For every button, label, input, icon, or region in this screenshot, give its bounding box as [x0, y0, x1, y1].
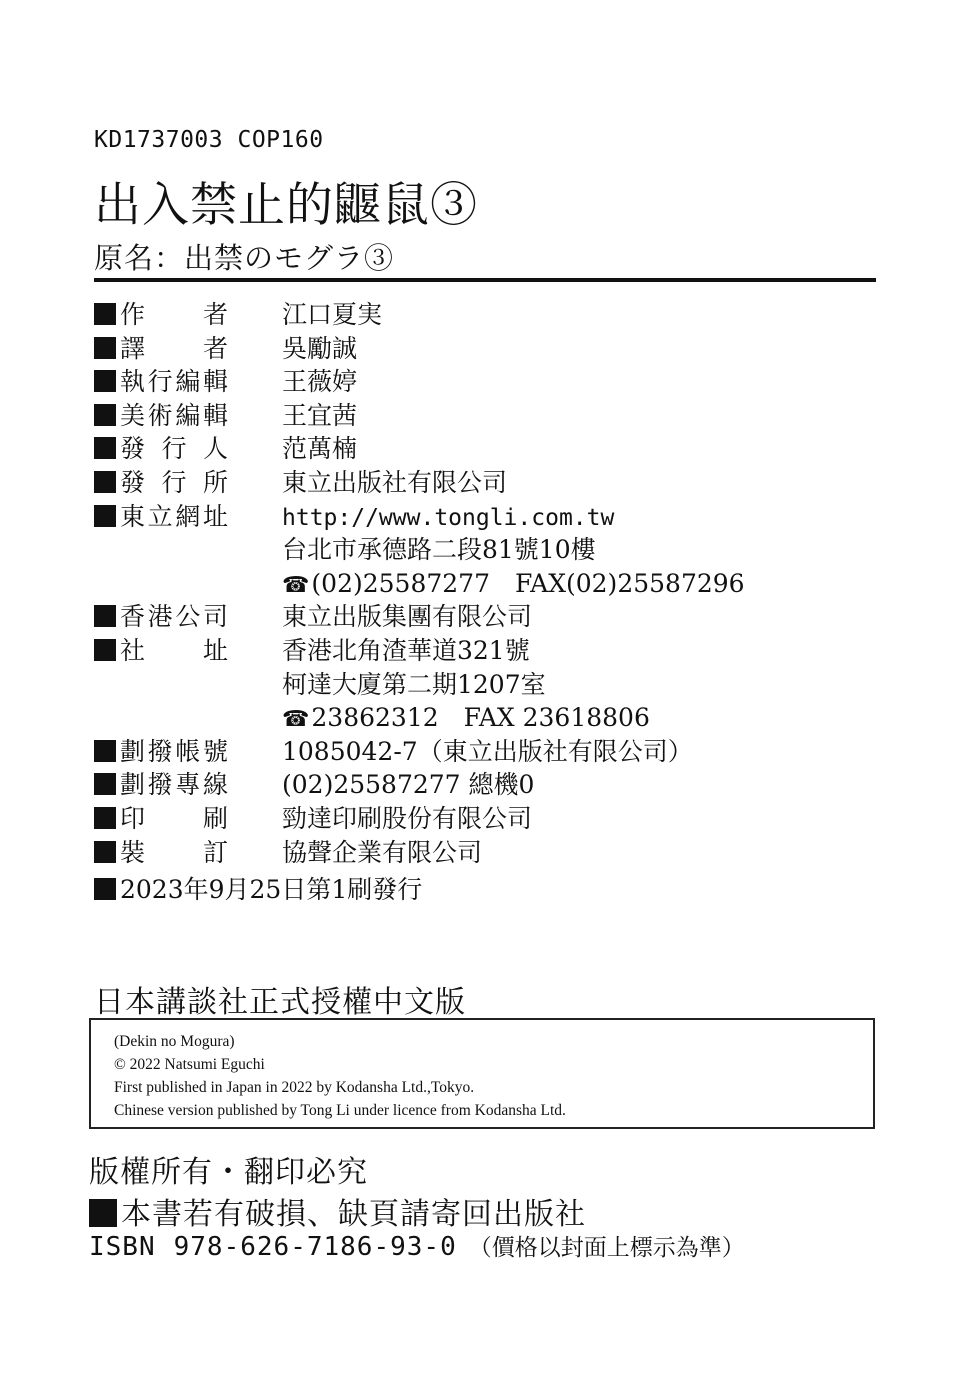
credit-label: 劃撥專線 [120, 770, 228, 800]
product-code: KD1737003 COP160 [94, 127, 324, 153]
credit-label: 美術編輯 [120, 400, 228, 430]
credit-value: 東立出版集團有限公司 [282, 602, 533, 632]
credit-value: 東立出版社有限公司 [282, 468, 508, 497]
credit-label-cell [94, 332, 228, 366]
copyright-line-1: (Dekin no Mogura) [114, 1033, 235, 1050]
credit-value-cell [282, 668, 546, 702]
damage-notice-line [89, 1189, 586, 1233]
credit-value-cell [282, 600, 532, 634]
square-bullet-icon [94, 370, 116, 392]
credit-label-cell [94, 836, 228, 870]
credit-value: (02)25587277 總機0 [282, 770, 535, 800]
credit-label: 香港公司 [120, 602, 228, 632]
credit-value-cell [282, 735, 693, 769]
square-bullet-icon [94, 605, 116, 627]
credit-value: 勁達印刷股份有限公司 [282, 804, 533, 833]
square-bullet-icon [94, 337, 116, 359]
square-bullet-icon [94, 437, 116, 459]
square-bullet-icon [94, 807, 116, 829]
credit-value-cell [282, 836, 482, 870]
credit-label-cell [94, 432, 228, 466]
credit-value-cell [282, 332, 357, 366]
credit-label: 劃撥帳號 [120, 736, 228, 766]
credit-value-cell [282, 533, 596, 567]
authorization-notice: 日本講談社正式授權中文版 [94, 985, 466, 1020]
credit-label: 社址 [120, 636, 228, 665]
credit-label: 發行所 [120, 468, 228, 497]
credit-label-cell [94, 735, 228, 769]
credit-label: 執行編輯 [120, 367, 228, 397]
square-bullet-icon [94, 773, 116, 795]
square-bullet-icon [94, 471, 116, 493]
credit-label: 譯者 [120, 333, 228, 363]
credit-label-cell [94, 634, 228, 668]
print-date-line [94, 870, 422, 906]
isbn-label: ISBN [89, 1232, 156, 1262]
rights-reserved: 版權所有・翻印必究 [89, 1155, 368, 1190]
credit-label-cell [94, 768, 228, 802]
credit-label: 印刷 [120, 804, 228, 833]
credit-value-cell [282, 399, 357, 433]
copyright-box [89, 1018, 875, 1129]
credit-label: 裝訂 [120, 837, 228, 867]
credit-value: 協聲企業有限公司 [282, 837, 483, 867]
square-bullet-icon [94, 505, 116, 527]
original-title: 原名：出禁のモグラ③ [94, 241, 395, 275]
credit-value-cell [282, 500, 614, 535]
square-bullet-icon [89, 1199, 117, 1227]
credit-value-cell [282, 298, 382, 332]
credit-value: 范萬楠 [282, 434, 358, 464]
credit-value-cell [282, 365, 357, 399]
credit-label: 東立網址 [120, 501, 228, 531]
square-bullet-icon [94, 841, 116, 863]
credit-label-cell [94, 802, 228, 836]
credit-value: 吳勵誠 [282, 333, 358, 363]
credit-value: 江口夏実 [282, 300, 383, 329]
square-bullet-icon [94, 878, 116, 900]
credit-value: http://www.tongli.com.tw [282, 504, 615, 531]
credit-label-cell [94, 298, 228, 332]
copyright-line-2: © 2022 Natsumi Eguchi [114, 1056, 265, 1073]
copyright-line-3: First published in Japan in 2022 by Kodansha Ltd.,Tokyo. [114, 1079, 475, 1096]
credit-value: 香港北角渣華道321號 [282, 636, 530, 665]
credit-value: 王宜茜 [282, 400, 358, 430]
square-bullet-icon [94, 303, 116, 325]
credit-value-cell [282, 466, 507, 500]
damage-notice: 本書若有破損、缺頁請寄回出版社 [121, 1197, 586, 1232]
credit-value: 台北市承德路二段81號10樓 [282, 535, 596, 565]
credit-value: 1085042-7（東立出版社有限公司） [282, 736, 693, 766]
copyright-line-4: Chinese version published by Tong Li under licence from Kodansha Ltd. [114, 1102, 566, 1119]
square-bullet-icon [94, 639, 116, 661]
square-bullet-icon [94, 740, 116, 762]
credit-value: 柯達大廈第二期1207室 [282, 669, 546, 699]
credit-value-cell [282, 567, 745, 603]
credit-value-cell [282, 432, 357, 466]
credit-label-cell [94, 365, 228, 399]
print-date: 2023年9月25日第1刷發行 [120, 875, 423, 904]
credit-value: 23862312 FAX 23618806 [311, 703, 650, 733]
credit-value: (02)25587277 FAX(02)25587296 [311, 568, 745, 598]
credit-value: 王薇婷 [282, 367, 358, 397]
square-bullet-icon [94, 404, 116, 426]
isbn-line [89, 1229, 745, 1262]
credit-value-cell [282, 802, 532, 836]
telephone-icon: ☎ [282, 572, 310, 598]
price-note: （價格以封面上標示為準） [468, 1235, 745, 1261]
credit-value-cell [282, 701, 650, 737]
credit-label-cell [94, 600, 228, 634]
header-divider [94, 278, 876, 282]
credit-value-cell [282, 768, 534, 802]
credit-label-cell [94, 466, 228, 500]
credit-value-cell [282, 634, 530, 668]
credit-label-cell [94, 500, 228, 534]
credit-label: 作者 [120, 300, 228, 329]
telephone-icon: ☎ [282, 707, 310, 733]
credit-label-cell [94, 399, 228, 433]
credit-label: 發行人 [120, 434, 228, 464]
isbn-number: 978-626-7186-93-0 [173, 1232, 457, 1262]
book-title: 出入禁止的鼴鼠③ [94, 178, 478, 233]
